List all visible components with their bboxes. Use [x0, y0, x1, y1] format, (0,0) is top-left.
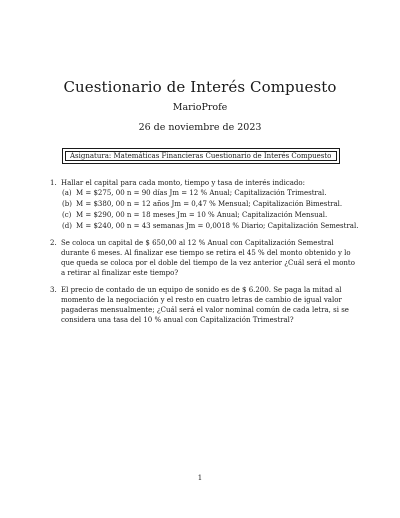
item-label: (c) — [62, 211, 72, 219]
question-1-item-d — [62, 221, 358, 231]
date: 26 de noviembre de 2023 — [138, 122, 262, 133]
question-text: Hallar el capital para cada monto, tiempo y tasa de interés indicado: — [61, 179, 305, 187]
page-number: 1 — [197, 474, 203, 482]
subject-text: Asignatura: Matemáticas Financieras Cuestionario de Interés Compuesto — [65, 151, 337, 161]
item-text: M = $290, 00 n = 18 meses Jm = 10 % Anual; Capitalización Mensual. — [76, 211, 328, 219]
item-text: M = $380, 00 n = 12 años Jm = 0,47 % Mensual; Capitalización Bimestral. — [76, 200, 343, 208]
question-2 — [50, 238, 360, 278]
subject-box — [62, 148, 340, 164]
question-text: El precio de contado de un equipo de sonido es de $ 6.200. Se paga la mitad al momento de la negociación y el resto en cuatro letras de cambio de igual valor pagaderas mensualmente; ¿Cuál será el valor nominal común de cada letra, si se considera una tasa del 10 % anual con Capitalización Trimestral? — [61, 286, 349, 324]
item-label: (b) — [62, 200, 72, 208]
question-3 — [50, 285, 360, 325]
item-label: (a) — [62, 189, 72, 197]
item-text: M = $275, 00 n = 90 días Jm = 12 % Anual; Capitalización Trimestral. — [76, 189, 327, 197]
question-number: 3. — [50, 286, 57, 294]
question-1 — [50, 178, 360, 188]
question-text: Se coloca un capital de $ 650,00 al 12 % Anual con Capitalización Semestral durante 6 meses. Al finalizar ese tiempo se retira el 45 % del monto obtenido y lo que queda se coloca por el doble del tiempo de la vez anterior ¿Cuál será el monto a retirar al finalizar este tiempo? — [61, 239, 355, 277]
document-title: Cuestionario de Interés Compuesto — [63, 78, 337, 96]
question-number: 1. — [50, 179, 57, 187]
author: MarioProfe — [172, 102, 228, 113]
question-1-item-c — [62, 210, 327, 220]
item-text: M = $240, 00 n = 43 semanas Jm = 0,0018 % Diario; Capitalización Semestral. — [76, 222, 359, 230]
question-number: 2. — [50, 239, 57, 247]
question-1-item-b — [62, 199, 342, 209]
item-label: (d) — [62, 222, 72, 230]
question-1-item-a — [62, 188, 327, 198]
